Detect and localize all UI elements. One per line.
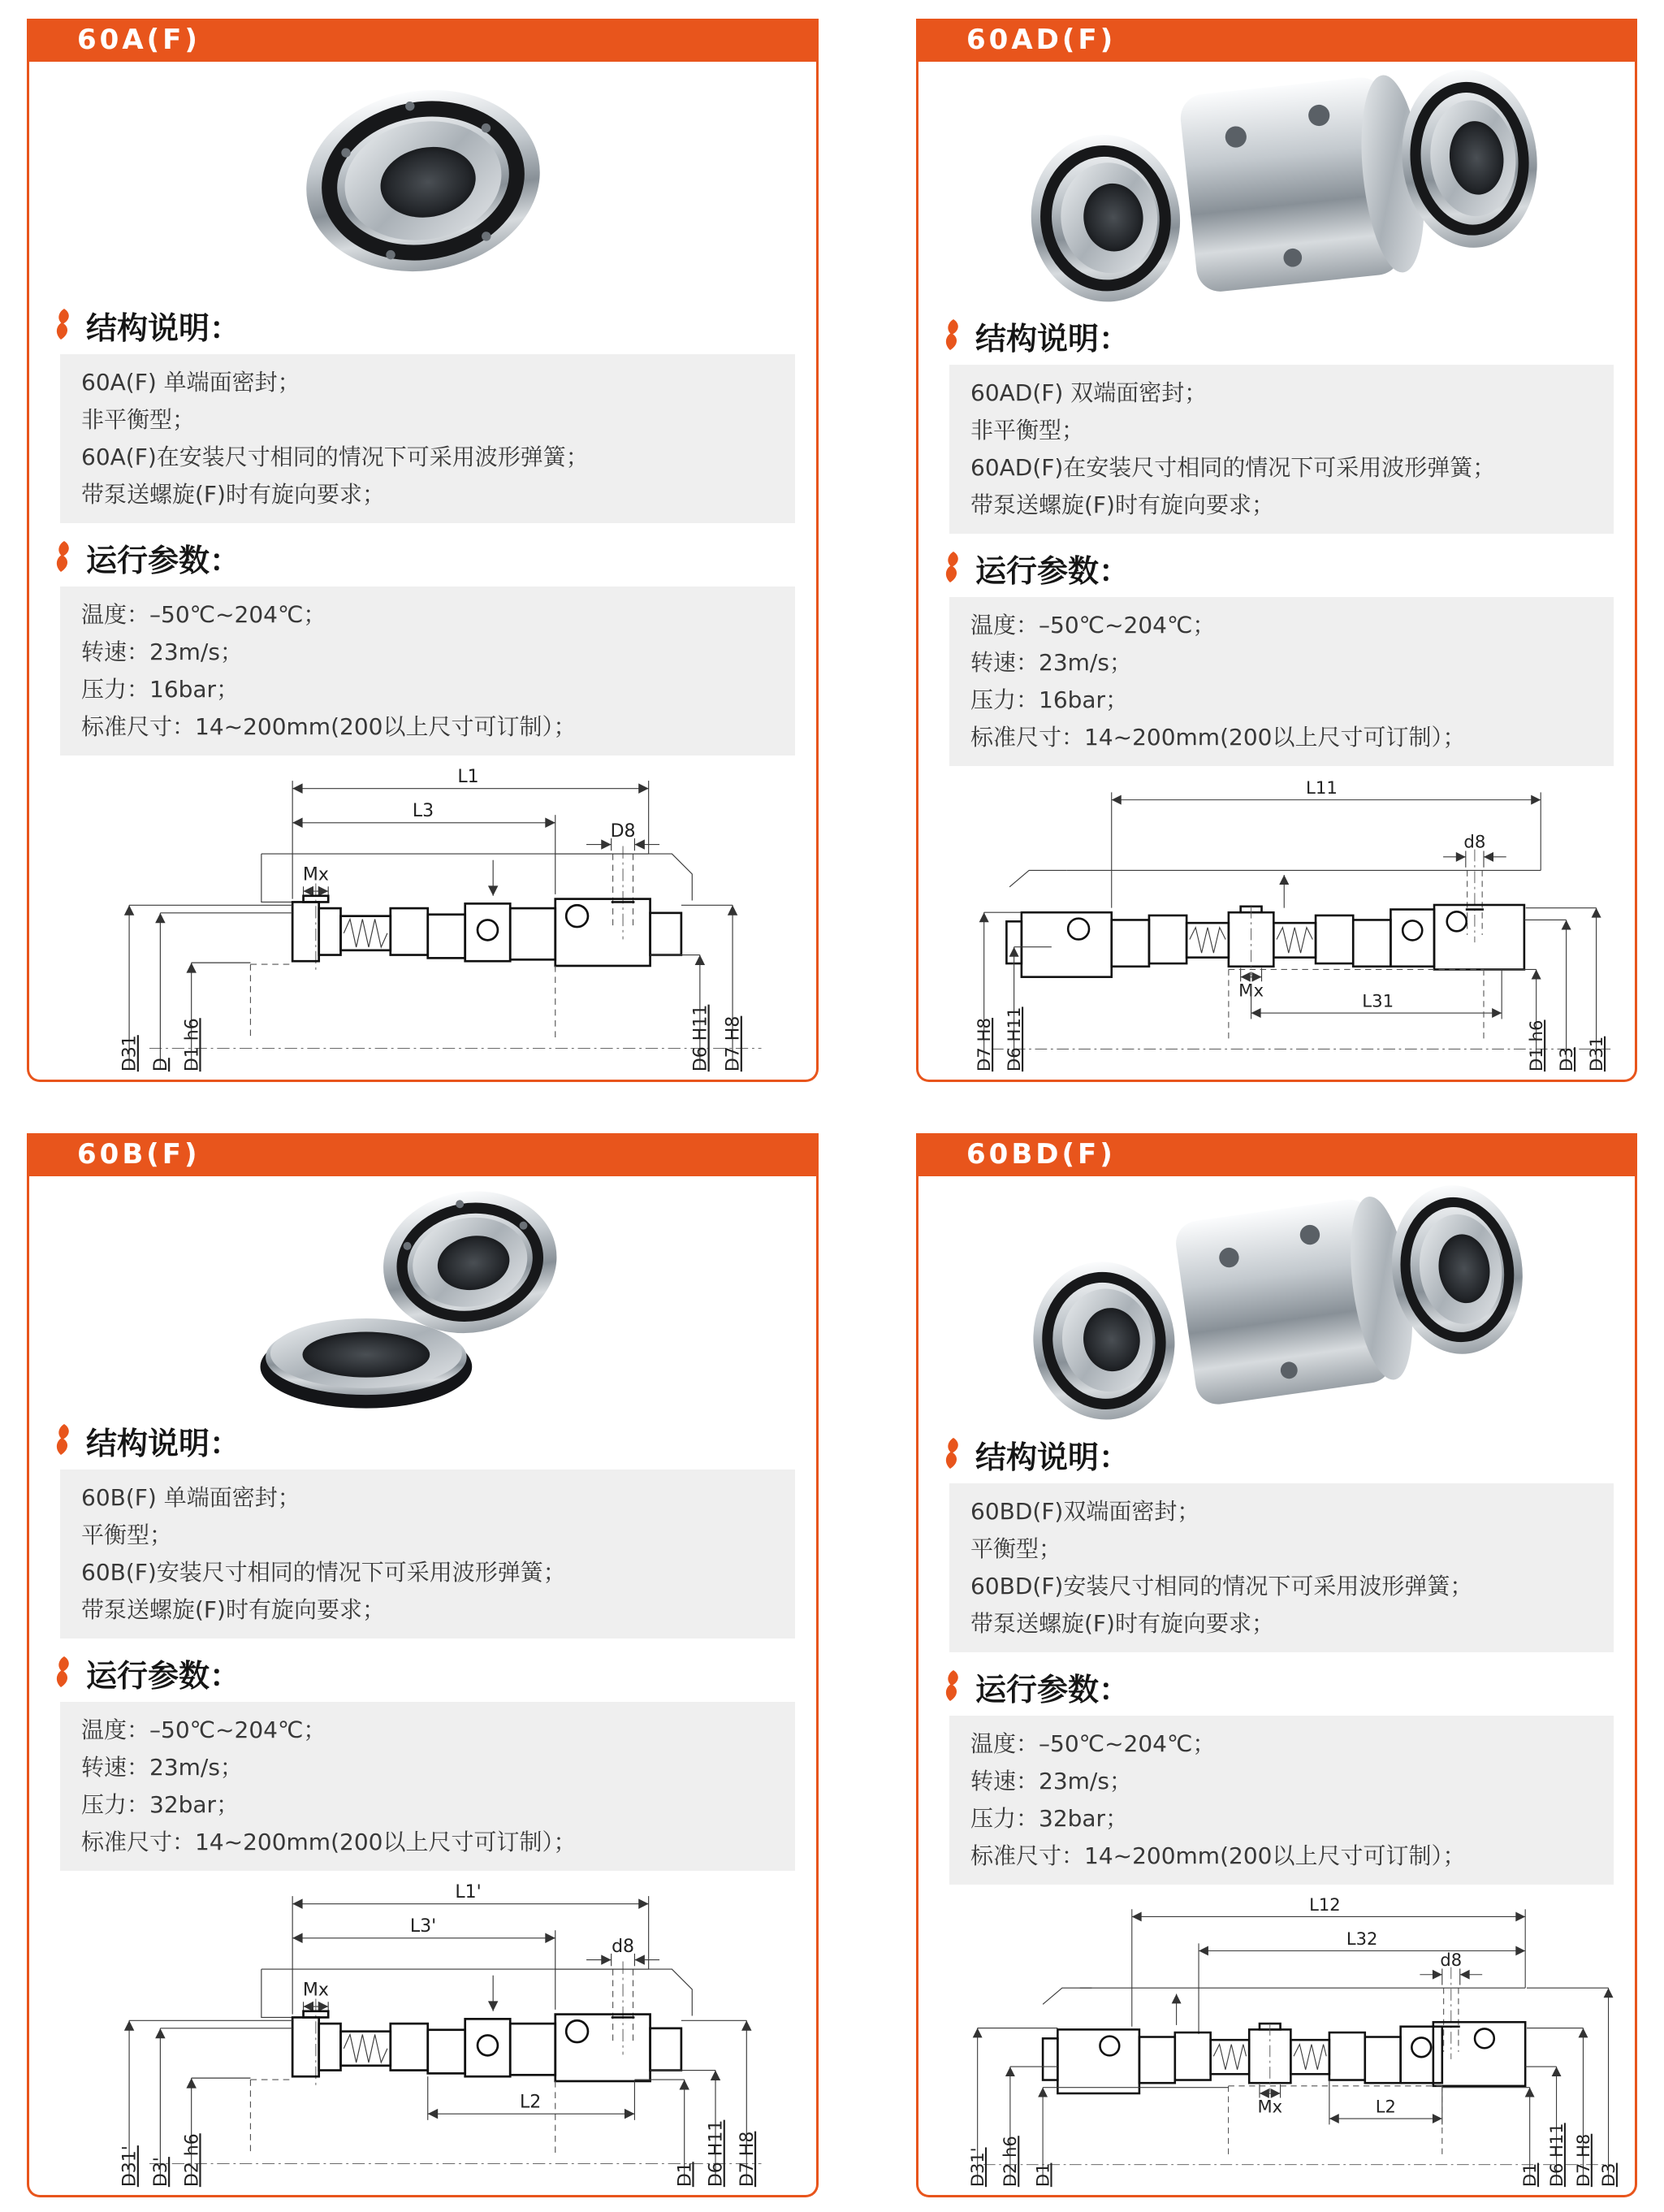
dim-label: L1': [454, 1881, 482, 1902]
dim-label: L3: [412, 801, 434, 822]
dim-label: D1: [1032, 2162, 1053, 2188]
seal-photo-double: [1001, 1176, 1553, 1436]
dim-label: D: [150, 1058, 171, 1072]
seal-photo-double: [992, 62, 1561, 324]
dim-label: D7 H8: [1572, 2133, 1593, 2188]
param-line: 温度：–50℃~204℃；: [81, 601, 326, 628]
param-line: 标准尺寸：14~200mm(200以上尺寸可订制）；: [81, 713, 577, 740]
dim-label: L2: [519, 2092, 541, 2113]
params-text: [949, 1716, 1614, 1885]
structure-heading-label: 结构说明：: [975, 320, 1130, 357]
dim-label: D7 H8: [723, 1015, 744, 1072]
structure-line: 带泵送螺旋(F)时有旋向要求；: [81, 481, 385, 508]
structure-line: 60BD(F)安装尺寸相同的情况下可采用波形弹簧；: [970, 1573, 1473, 1599]
structure-text: [949, 365, 1614, 534]
structure-heading-label: 结构说明：: [86, 310, 241, 346]
dim-label: Mx: [1238, 980, 1264, 1002]
structure-line: 平衡型；: [970, 1535, 1062, 1562]
technical-drawing: [58, 1879, 789, 2190]
technical-drawing: [931, 774, 1622, 1075]
dim-label: L31: [1362, 991, 1394, 1012]
technical-drawing: [931, 1893, 1622, 2190]
param-line: 温度：–50℃~204℃；: [970, 1730, 1216, 1757]
dim-label: L12: [1309, 1894, 1341, 1915]
param-line: 压力：32bar；: [81, 1791, 240, 1818]
structure-line: 60A(F) 单端面密封；: [81, 369, 300, 396]
dim-label: d8: [1440, 1949, 1463, 1970]
param-line: 压力：16bar；: [970, 686, 1129, 713]
dim-label: D31: [1586, 1036, 1607, 1072]
params-text: [60, 1702, 795, 1871]
structure-line: 60AD(F)在安装尺寸相同的情况下可采用波形弹簧；: [970, 454, 1496, 481]
structure-line: 带泵送螺旋(F)时有旋向要求；: [81, 1596, 385, 1623]
param-line: 压力：32bar；: [970, 1805, 1129, 1832]
params-heading-label: 运行参数：: [975, 1671, 1130, 1708]
structure-line: 带泵送螺旋(F)时有旋向要求；: [970, 1610, 1274, 1637]
params-text: [949, 597, 1614, 766]
dim-label: L2: [1375, 2096, 1396, 2117]
dim-label: d8: [611, 1937, 634, 1958]
flame-icon: [54, 1424, 73, 1457]
panel-title: 60B(F): [27, 1133, 819, 1176]
structure-line: 非平衡型；: [81, 406, 196, 433]
params-heading-label: 运行参数：: [975, 552, 1130, 589]
dim-label: D7 H8: [975, 1017, 996, 1072]
product-photo: [918, 62, 1635, 310]
dim-label: D6 H11: [1545, 2123, 1567, 2188]
params-text: [60, 587, 795, 755]
panel-60bdf: [916, 1133, 1637, 2197]
panel-title: 60BD(F): [916, 1133, 1637, 1176]
flame-icon: [943, 319, 962, 352]
param-line: 标准尺寸：14~200mm(200以上尺寸可订制）；: [81, 1829, 577, 1855]
params-heading: [29, 536, 816, 578]
dim-label: D2 h6: [1000, 2136, 1021, 2188]
structure-line: 非平衡型；: [970, 417, 1085, 444]
structure-text: [949, 1483, 1614, 1652]
dim-label: L32: [1346, 1928, 1378, 1950]
param-line: 温度：–50℃~204℃；: [81, 1716, 326, 1743]
params-heading-label: 运行参数：: [86, 542, 241, 578]
flame-icon: [943, 1438, 962, 1470]
param-line: 标准尺寸：14~200mm(200以上尺寸可订制）；: [970, 724, 1466, 751]
dim-label: D1 h6: [181, 1018, 202, 1072]
seal-photo-single: [261, 62, 586, 301]
flame-icon: [54, 309, 73, 341]
product-photo: [29, 62, 816, 299]
param-line: 温度：–50℃~204℃；: [970, 612, 1216, 638]
dim-label: Mx: [1257, 2096, 1283, 2117]
params-heading: [918, 1665, 1635, 1708]
seal-photo-single-pair: [212, 1176, 634, 1430]
dim-label: L11: [1305, 778, 1338, 799]
panel-title: 60AD(F): [916, 19, 1637, 62]
dim-label: d8: [1463, 832, 1486, 853]
technical-drawing: [58, 764, 789, 1075]
dim-label: D3: [1557, 1047, 1578, 1072]
structure-heading: [918, 314, 1635, 357]
structure-line: 60BD(F)双端面密封；: [970, 1498, 1200, 1525]
param-line: 转速：23m/s；: [970, 1768, 1132, 1794]
panel-60bf: [27, 1133, 819, 2197]
dim-label: L3': [409, 1916, 436, 1937]
params-heading: [29, 1651, 816, 1694]
dim-label: D2 h6: [181, 2133, 202, 2188]
dim-label: D6 H11: [1005, 1006, 1026, 1072]
param-line: 压力：16bar；: [81, 676, 240, 703]
param-line: 转速：23m/s；: [81, 1754, 243, 1781]
dim-label: Mx: [302, 864, 329, 885]
structure-heading-label: 结构说明：: [975, 1439, 1130, 1475]
structure-text: [60, 1470, 795, 1638]
dim-label: D6 H11: [690, 1004, 711, 1072]
dim-label: D31: [119, 1035, 140, 1072]
structure-heading: [29, 1419, 816, 1461]
flame-icon: [943, 552, 962, 584]
param-line: 转速：23m/s；: [970, 649, 1132, 676]
dim-label: L1: [456, 766, 479, 787]
structure-line: 60AD(F) 双端面密封；: [970, 379, 1208, 406]
dim-label: D1: [674, 2162, 695, 2188]
structure-heading-label: 结构说明：: [86, 1425, 241, 1461]
flame-icon: [943, 1670, 962, 1703]
panel-60af: [27, 19, 819, 1082]
dim-label: D6 H11: [706, 2119, 727, 2188]
dim-label: D31': [966, 2147, 988, 2188]
product-photo: [29, 1176, 816, 1414]
product-photo: [918, 1176, 1635, 1428]
dim-label: D3': [150, 2157, 171, 2188]
params-heading-label: 运行参数：: [86, 1657, 241, 1694]
structure-text: [60, 354, 795, 523]
structure-line: 带泵送螺旋(F)时有旋向要求；: [970, 491, 1274, 518]
dim-label: D1: [1519, 2162, 1540, 2188]
dim-label: Mx: [302, 1980, 329, 2001]
flame-icon: [54, 541, 73, 574]
seal-cross-section: [1043, 2022, 1525, 2093]
structure-line: 60B(F)安装尺寸相同的情况下可采用波形弹簧；: [81, 1559, 566, 1586]
structure-line: 60B(F) 单端面密封；: [81, 1484, 300, 1511]
panel-60adf: [916, 19, 1637, 1082]
dim-label: D8: [610, 821, 636, 842]
structure-line: 60A(F)在安装尺寸相同的情况下可采用波形弹簧；: [81, 444, 589, 470]
dim-label: D1 h6: [1527, 1019, 1548, 1072]
param-line: 转速：23m/s；: [81, 638, 243, 665]
structure-line: 平衡型；: [81, 1522, 173, 1548]
dim-label: D7 H8: [737, 2131, 758, 2188]
dim-label: D3: [1597, 2162, 1619, 2188]
dim-label: D31': [119, 2145, 140, 2188]
structure-heading: [918, 1433, 1635, 1475]
structure-heading: [29, 304, 816, 346]
panel-title: 60A(F): [27, 19, 819, 62]
flame-icon: [54, 1656, 73, 1689]
param-line: 标准尺寸：14~200mm(200以上尺寸可订制）；: [970, 1842, 1466, 1869]
params-heading: [918, 547, 1635, 589]
seal-cross-section: [1006, 905, 1524, 977]
